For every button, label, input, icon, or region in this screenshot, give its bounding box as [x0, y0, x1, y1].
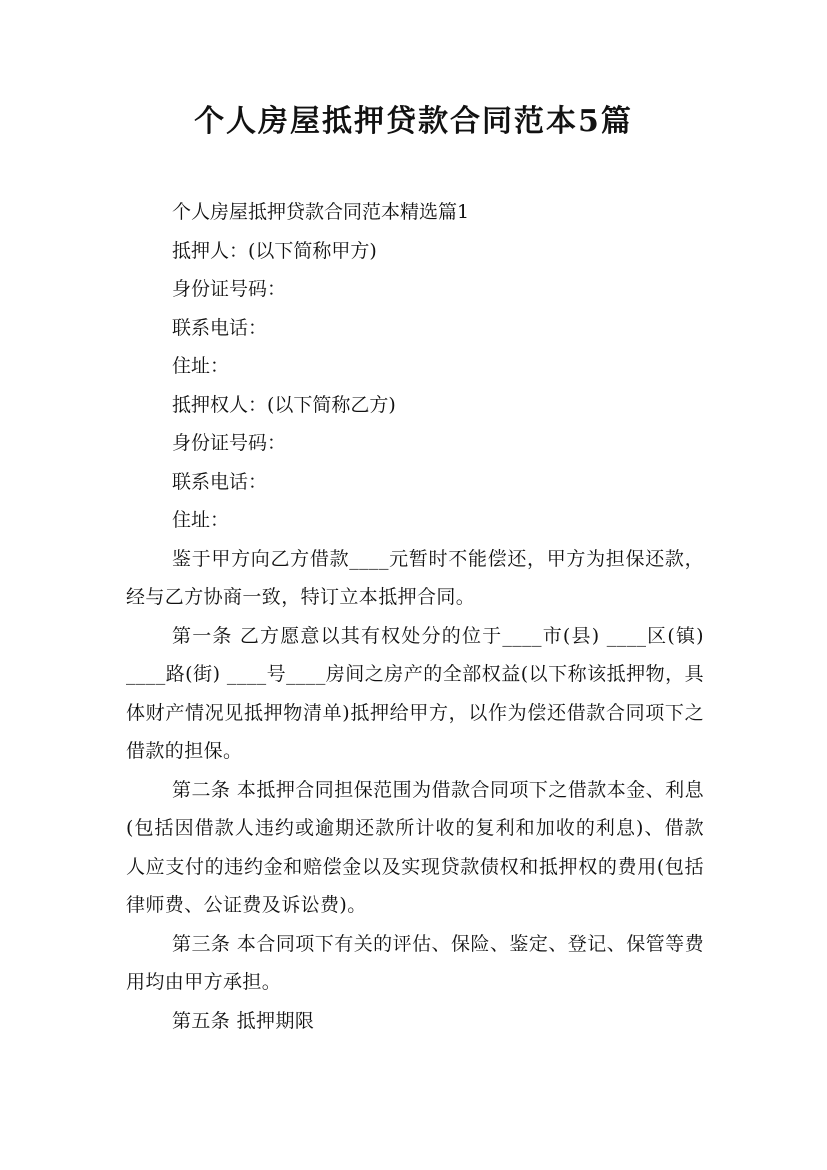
- section-heading: 个人房屋抵押贷款合同范本精选篇1: [172, 201, 470, 223]
- article-5: 第五条 抵押期限: [172, 1009, 315, 1032]
- mortgagee-id-number: 身份证号码：: [172, 432, 287, 454]
- mortgagee-label: 抵押权人：(以下简称乙方): [172, 393, 396, 416]
- mortgagor-address: 住址：: [172, 355, 230, 377]
- intro-paragraph: 鉴于甲方向乙方借款____元暂时不能偿还，甲方为担保还款，经与乙方协商一致，特订立本抵押合同。: [126, 547, 704, 608]
- document-body: [126, 193, 704, 1040]
- mortgagee-address: 住址：: [172, 509, 230, 531]
- document-title: 个人房屋抵押贷款合同范本5篇: [194, 104, 633, 139]
- mortgagor-label: 抵押人：(以下简称甲方): [172, 239, 377, 262]
- mortgagee-phone: 联系电话：: [172, 470, 268, 493]
- article-2: 第二条 本抵押合同担保范围为借款合同项下之借款本金、利息(包括因借款人违约或逾期还款所计收的复利和加收的利息)、借款人应支付的违约金和赔偿金以及实现贷款债权和抵押权的费用(包括律师费、公证费及诉讼费)。: [126, 778, 704, 916]
- mortgagor-id-number: 身份证号码：: [172, 278, 287, 300]
- article-3: 第三条 本合同项下有关的评估、保险、鉴定、登记、保管等费用均由甲方承担。: [126, 932, 704, 993]
- article-1: 第一条 乙方愿意以其有权处分的位于____市(县) ____区(镇) ____路(街) ____号____房间之房产的全部权益(以下称该抵押物，具体财产情况见抵押物清单)抵押给甲方，以作为偿还借款合同项下之借款的担保。: [126, 624, 704, 762]
- mortgagor-phone: 联系电话：: [172, 316, 268, 339]
